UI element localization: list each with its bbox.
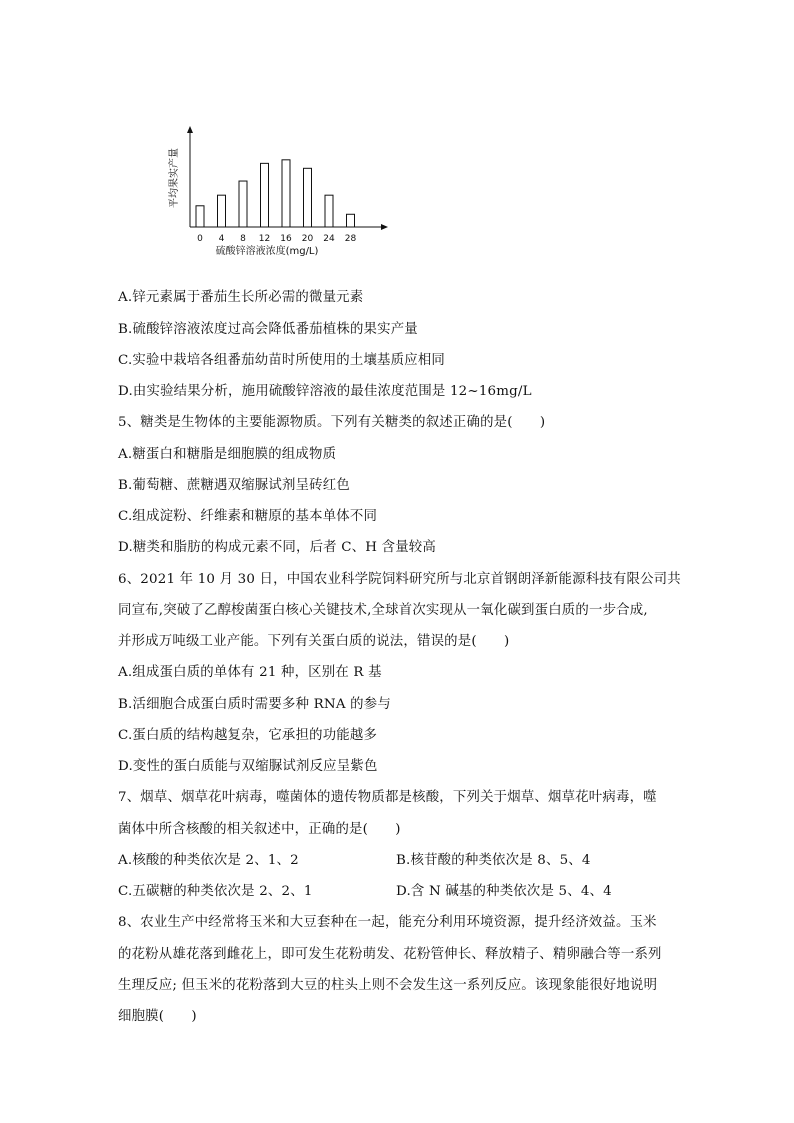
bar-8	[239, 181, 247, 227]
chart-svg	[160, 120, 400, 265]
question-6-line-2: 同宣布,突破了乙醇梭菌蛋白核心关键技术,全球首次实现从一氧化碳到蛋白质的一步合成,	[118, 603, 648, 618]
option-7c: C.五碳糖的种类依次是 2、2、1	[118, 884, 313, 899]
option-4d: D.由实验结果分析，施用硫酸锌溶液的最佳浓度范围是 12~16mg/L	[118, 384, 532, 399]
x-tick-label-8: 8	[240, 234, 246, 244]
bar-chart	[160, 120, 400, 265]
bar-16	[282, 160, 290, 227]
option-7a: A.核酸的种类依次是 2、1、2	[118, 853, 299, 868]
option-4b: B.硫酸锌溶液浓度过高会降低番茄植株的果实产量	[118, 322, 418, 337]
bar-24	[325, 195, 333, 227]
x-axis-label: 硫酸锌溶液浓度(mg/L)	[215, 246, 319, 257]
option-5b: B.葡萄糖、蔗糖遇双缩脲试剂呈砖红色	[118, 478, 350, 493]
question-8-line-3: 生理反应; 但玉米的花粉落到大豆的柱头上则不会发生这一系列反应。该现象能很好地说明	[118, 978, 658, 993]
option-7d: D.含 N 碱基的种类依次是 5、4、4	[396, 884, 612, 899]
option-6c: C.蛋白质的结构越复杂，它承担的功能越多	[118, 728, 378, 743]
x-axis-arrow	[381, 224, 388, 230]
x-tick-label-16: 16	[280, 234, 292, 244]
question-8-line-1: 8、农业生产中经常将玉米和大豆套种在一起，能充分利用环境资源，提升经济效益。玉米	[118, 915, 657, 930]
bar-20	[304, 168, 312, 227]
bar-4	[218, 195, 226, 227]
x-tick-label-12: 12	[258, 234, 271, 244]
option-4c: C.实验中栽培各组番茄幼苗时所使用的土壤基质应相同	[118, 353, 446, 368]
option-5a: A.糖蛋白和糖脂是细胞膜的组成物质	[118, 447, 337, 462]
x-tick-label-20: 20	[301, 234, 314, 244]
question-8-line-2: 的花粉从雄花落到雌花上，即可发生花粉萌发、花粉管伸长、释放精子、精卵融合等一系列	[118, 947, 662, 962]
question-7-line-2: 菌体中所含核酸的相关叙述中，正确的是( )	[118, 822, 401, 837]
bar-12	[261, 163, 269, 227]
option-5d: D.糖类和脂肪的构成元素不同，后者 C、H 含量较高	[118, 540, 436, 555]
y-axis-label: 平均果实产量	[169, 148, 180, 208]
x-tick-label-24: 24	[323, 234, 335, 244]
option-5c: C.组成淀粉、纤维素和糖原的基本单体不同	[118, 509, 378, 524]
question-8-line-4: 细胞膜( )	[118, 1009, 197, 1024]
x-tick-label-4: 4	[218, 234, 225, 244]
option-4a: A.锌元素属于番茄生长所必需的微量元素	[118, 290, 364, 305]
x-tick-label-0: 0	[197, 234, 203, 244]
question-7-line-1: 7、烟草、烟草花叶病毒，噬菌体的遗传物质都是核酸，下列关于烟草、烟草花叶病毒，噬	[118, 790, 657, 805]
question-5: 5、糖类是生物体的主要能源物质。下列有关糖类的叙述正确的是( )	[118, 415, 546, 430]
option-7b: B.核苷酸的种类依次是 8、5、4	[396, 853, 591, 868]
y-axis-arrow	[187, 126, 193, 133]
option-6b: B.活细胞合成蛋白质时需要多种 RNA 的参与	[118, 697, 391, 712]
option-6d: D.变性的蛋白质能与双缩脲试剂反应呈紫色	[118, 759, 378, 774]
bar-0	[196, 206, 204, 227]
option-6a: A.组成蛋白质的单体有 21 种，区别在 R 基	[118, 665, 382, 680]
x-tick-label-28: 28	[344, 234, 357, 244]
question-6-line-3: 并形成万吨级工业产能。下列有关蛋白质的说法，错误的是( )	[118, 634, 510, 649]
bar-28	[347, 214, 355, 227]
question-6-line-1: 6、2021 年 10 月 30 日，中国农业科学院饲料研究所与北京首钢朗泽新能源科技有限公司共	[118, 572, 681, 587]
